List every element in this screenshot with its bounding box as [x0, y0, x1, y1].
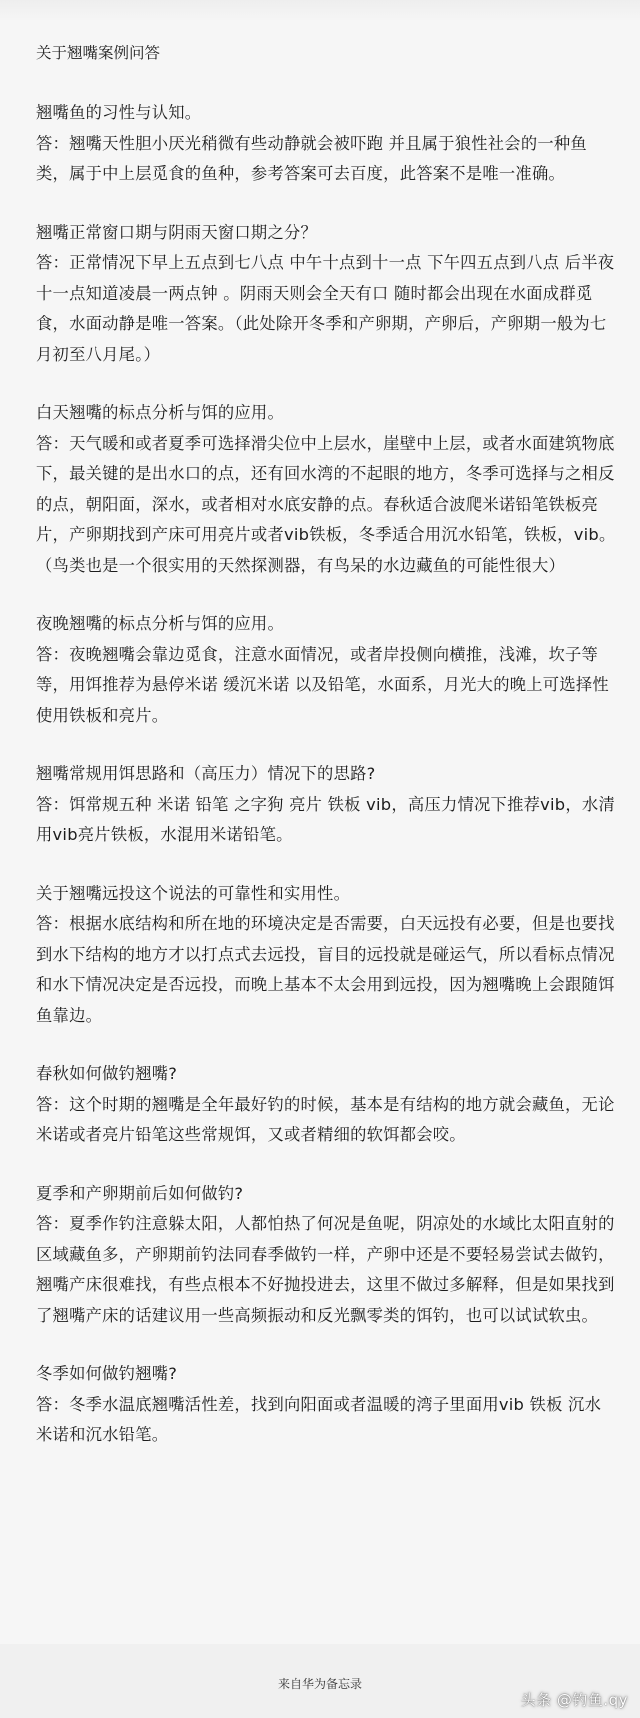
answer: 答：这个时期的翘嘴是全年最好钓的时候，基本是有结构的地方就会藏鱼，无论米诺或者亮片铅笔这些常规饵，又或者精细的软饵都会咬。 [36, 1094, 615, 1144]
question: 春秋如何做钓翘嘴? [36, 1064, 178, 1083]
qa-item-6 [36, 879, 616, 1032]
footer [0, 1644, 640, 1718]
qa-item-3 [36, 398, 616, 581]
qa-item-2 [36, 218, 616, 371]
question: 夏季和产卵期前后如何做钓? [36, 1183, 244, 1203]
answer: 答：冬季水温底翘嘴活性差，找到向阳面或者温暖的湾子里面用vib 铁板 沉水米诺和沉水铅笔。 [36, 1394, 602, 1444]
question: 冬季如何做钓翘嘴? [36, 1364, 178, 1383]
qa-item-9 [36, 1359, 616, 1451]
source-label: 来自华为备忘录 [277, 1677, 362, 1691]
note-title: 关于翘嘴案例问答 [36, 44, 161, 62]
qa-item-7 [36, 1059, 616, 1151]
watermark: 头条 @钓鱼.qy [520, 1691, 628, 1709]
note-content [36, 38, 616, 1479]
question: 夜晚翘嘴的标点分析与饵的应用。 [36, 614, 284, 633]
answer: 答：根据水底结构和所在地的环境决定是否需要，白天远投有必要，但是也要找到水下结构的地方才以打点式去远投，盲目的远投就是碰运气，所以看标点情况和水下情况决定是否远投，而晚上基本不太会用到远投，因为翘嘴晚上会跟随饵鱼靠边。 [36, 914, 615, 1025]
qa-item-1 [36, 98, 616, 190]
question: 关于翘嘴远投这个说法的可靠性和实用性。 [36, 883, 351, 903]
answer: 答：饵常规五种 米诺 铅笔 之字狗 亮片 铁板 vib，高压力情况下推荐vib，水清用vib亮片铁板，水混用米诺铅笔。 [36, 794, 615, 844]
top-bar [0, 0, 640, 22]
qa-item-5 [36, 759, 616, 851]
question: 翘嘴正常窗口期与阴雨天窗口期之分？ [36, 222, 318, 242]
answer: 答：夏季作钓注意躲太阳，人都怕热了何况是鱼呢，阴凉处的水域比太阳直射的区域藏鱼多，产卵期前钓法同春季做钓一样，产卵中还是不要轻易尝试去做钓，翘嘴产床很难找，有些点根本不好抛投进去，这里不做过多解释，但是如果找到了翘嘴产床的话建议用一些高频振动和反光飘零类的饵钓，也可以试试软虫。 [36, 1214, 615, 1325]
answer: 答：天气暖和或者夏季可选择滑尖位中上层水，崖壁中上层，或者水面建筑物底下，最关键的是出水口的点，还有回水湾的不起眼的地方，冬季可选择与之相反的点，朝阳面，深水，或者相对水底安静的点。春秋适合波爬米诺铅笔铁板亮片，产卵期找到产床可用亮片或者vib铁板，冬季适合用沉水铅笔，铁板，vib。（鸟类也是一个很实用的天然探测器，有鸟呆的水边藏鱼的可能性很大） [36, 433, 616, 575]
answer: 答：正常情况下早上五点到七八点 中午十点到十一点 下午四五点到八点 后半夜十一点知道凌晨一两点钟 。阴雨天则会全天有口 随时都会出现在水面成群觅食，水面动静是唯一答案。（此处除开冬季和产卵期，产卵后，产卵期一般为七月初至八月尾。） [36, 253, 615, 364]
question: 翘嘴鱼的习性与认知。 [36, 103, 202, 122]
answer: 答：翘嘴天性胆小厌光稍微有些动静就会被吓跑 并且属于狼性社会的一种鱼类，属于中上层觅食的鱼种，参考答案可去百度，此答案不是唯一准确。 [36, 133, 587, 183]
qa-item-8 [36, 1179, 616, 1332]
question: 白天翘嘴的标点分析与饵的应用。 [36, 403, 284, 422]
qa-item-4 [36, 609, 616, 731]
question: 翘嘴常规用饵思路和（高压力）情况下的思路? [36, 764, 376, 783]
answer: 答：夜晚翘嘴会靠边觅食，注意水面情况，或者岸投侧向横推，浅滩，坎子等等，用饵推荐为悬停米诺 缓沉米诺 以及铅笔，水面系，月光大的晚上可选择性使用铁板和亮片。 [36, 644, 609, 725]
